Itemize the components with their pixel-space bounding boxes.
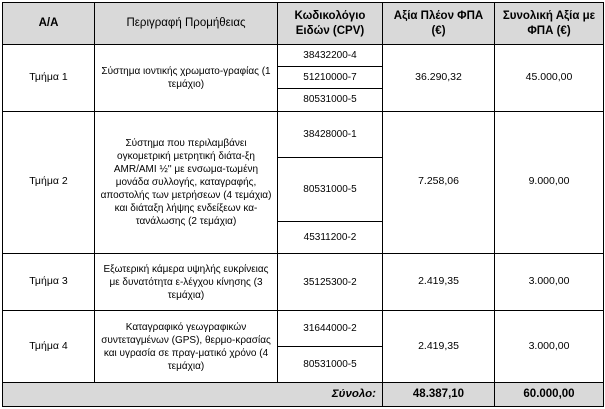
total-label: Σύνολο: <box>3 383 383 407</box>
lot-description: Καταγραφικό γεωγραφικών συντεταγμένων (GPS), θερμο-κρασίας και υγρασία σε πραγ-ματικό χρόνο (4 τεμάχια) <box>95 311 278 383</box>
lot-value-total: 45.000,00 <box>495 45 604 112</box>
lot-name: Τμήμα 4 <box>3 311 95 383</box>
cpv-code: 80531000-5 <box>278 157 383 221</box>
header-value-net: Αξία Πλέον ΦΠΑ (€) <box>383 3 495 45</box>
lot-description: Σύστημα ιοντικής χρωματο-γραφίας (1 τεμάχιο) <box>95 45 278 112</box>
cpv-code: 35125300-2 <box>278 254 383 311</box>
lot-name: Τμήμα 2 <box>3 111 95 254</box>
lot-description: Εξωτερική κάμερα υψηλής ευκρίνειας με δυνατότητα ε-λέγχου κίνησης (3 τεμάχια) <box>95 254 278 311</box>
lot-description: Σύστημα που περιλαμβάνει ογκομετρική μετρητική διάτα-ξη AMR/AMI ½'' με ενσωμα-τωμένη μονάδα συλλογής, καταγραφής, αποστολής των μετρήσεων (4 τεμάχια) και διάταξη λήψης ενδείξεων κα-τανάλωσης (2 τεμάχια) <box>95 111 278 254</box>
table-row <box>3 45 604 67</box>
cpv-code: 51210000-7 <box>278 67 383 89</box>
cpv-code: 80531000-5 <box>278 89 383 111</box>
table-row <box>3 254 604 311</box>
table-row <box>3 111 604 157</box>
total-value-total: 60.000,00 <box>495 383 604 407</box>
cpv-code: 80531000-5 <box>278 347 383 383</box>
total-row <box>3 383 604 407</box>
cpv-code: 38428000-1 <box>278 111 383 157</box>
header-cpv: Κωδικολόγιο Ειδών (CPV) <box>278 3 383 45</box>
header-row <box>3 3 604 45</box>
cpv-code: 31644000-2 <box>278 311 383 347</box>
header-value-total: Συνολική Αξία με ΦΠΑ (€) <box>495 3 604 45</box>
lot-value-net: 36.290,32 <box>383 45 495 112</box>
lot-name: Τμήμα 1 <box>3 45 95 112</box>
cpv-code: 38432200-4 <box>278 45 383 67</box>
lot-name: Τμήμα 3 <box>3 254 95 311</box>
table-row <box>3 311 604 347</box>
header-aa: Α/Α <box>3 3 95 45</box>
lot-value-net: 2.419,35 <box>383 311 495 383</box>
lot-value-total: 3.000,00 <box>495 311 604 383</box>
cpv-code: 45311200-2 <box>278 222 383 254</box>
header-description: Περιγραφή Προμήθειας <box>95 3 278 45</box>
lot-value-total: 3.000,00 <box>495 254 604 311</box>
procurement-table <box>2 2 604 407</box>
total-value-net: 48.387,10 <box>383 383 495 407</box>
lot-value-total: 9.000,00 <box>495 111 604 254</box>
lot-value-net: 7.258,06 <box>383 111 495 254</box>
lot-value-net: 2.419,35 <box>383 254 495 311</box>
